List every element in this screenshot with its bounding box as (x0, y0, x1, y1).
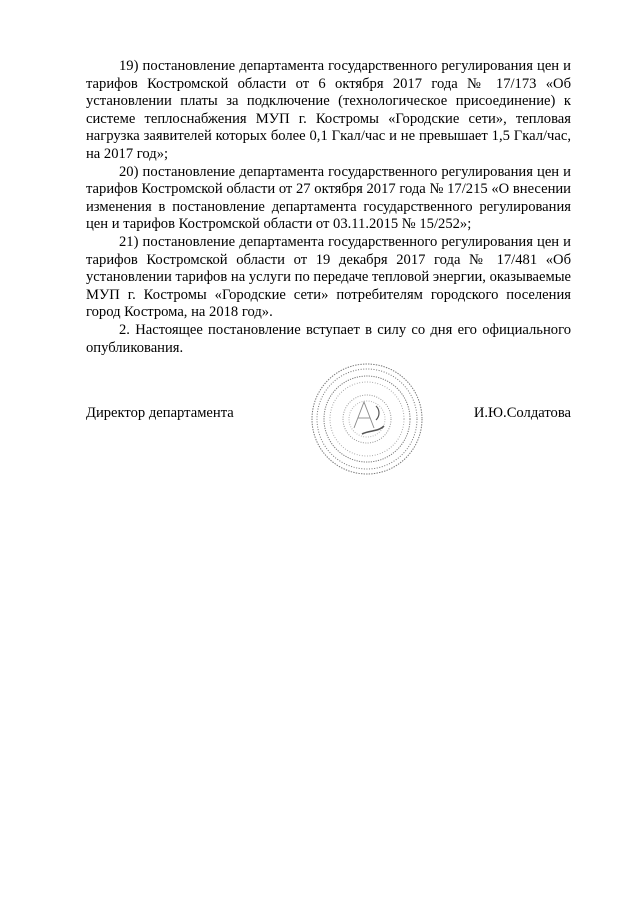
document-body (86, 58, 571, 357)
signatory-name: И.Ю.Солдатова (473, 405, 571, 421)
signature-block (86, 405, 571, 425)
paragraph-item-19: 19) постановление департамента государственного регулирования цен и тарифов Костромской области от 6 октября 2017 года № 17/173 «Об установлении платы за подключение (технологическое присоединение) к системе теплоснабжения МУП г. Костромы «Городские сети», тепловая нагрузка заявителей которых более 0,1 Гкал/час и не превышает 1,5 Гкал/час, на 2017 год»; (86, 58, 571, 162)
signatory-title: Директор департамента (86, 405, 234, 421)
paragraph-item-20: 20) постановление департамента государственного регулирования цен и тарифов Костромской области от 27 октября 2017 года № 17/215 «О внесении изменения в постановление департамента государственного регулирования цен и тарифов Костромской области от 03.11.2015 № 15/252»; (86, 163, 571, 233)
paragraph-item-21: 21) постановление департамента государственного регулирования цен и тарифов Костромской области от 19 декабря 2017 года № 17/481 «Об установлении тарифов на услуги по передаче тепловой энергии, оказываемые МУП г. Костромы «Городские сети» потребителям городского поселения город Кострома, на 2018 год». (86, 233, 571, 321)
paragraph-effective-date: 2. Настоящее постановление вступает в силу со дня его официального опубликования. (86, 321, 571, 356)
